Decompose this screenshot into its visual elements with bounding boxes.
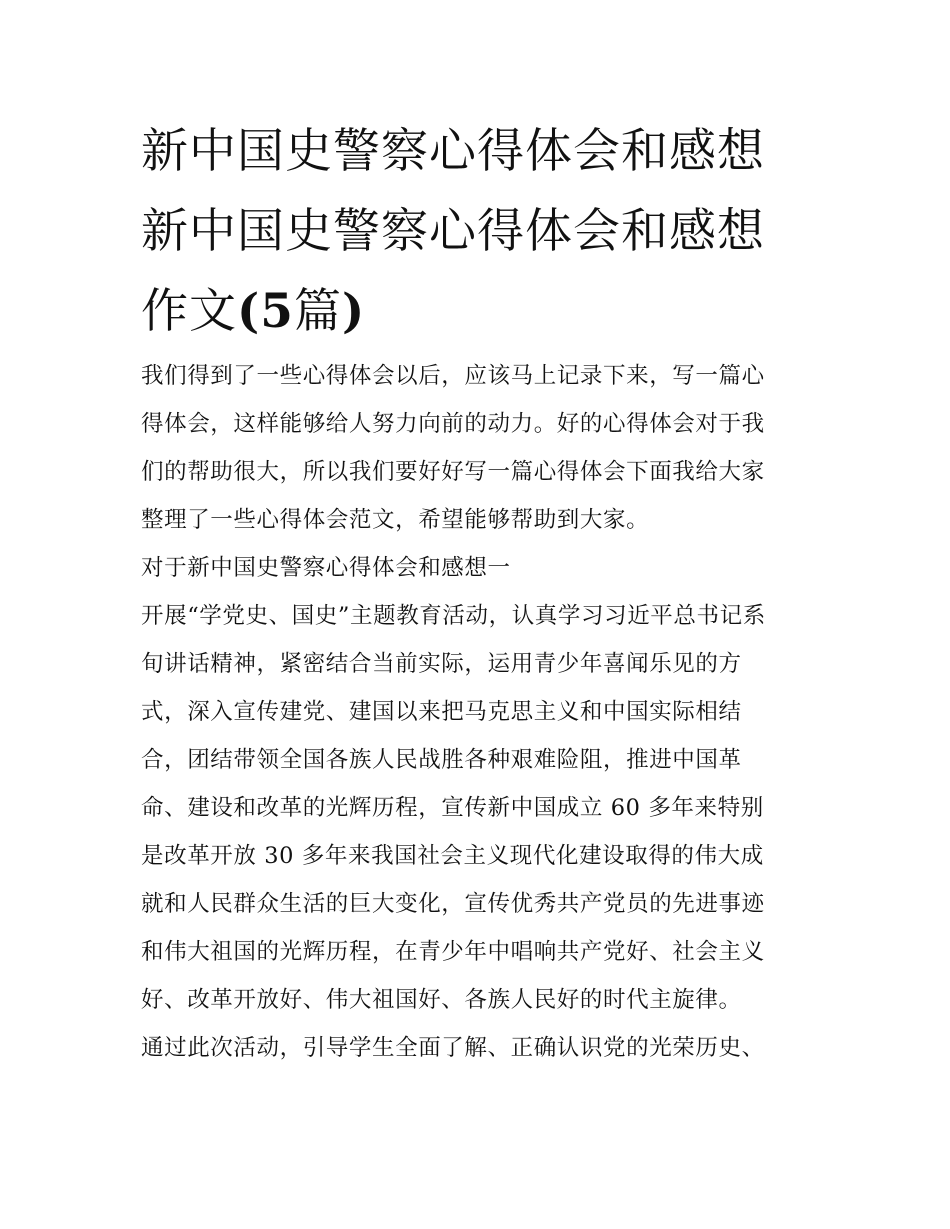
title-line-3-prefix: 作文 (141, 284, 237, 339)
title-line-3 (141, 272, 816, 352)
intro-line: 得体会，这样能够给人努力向前的动力。好的心得体会对于我 (141, 411, 765, 437)
section-heading: 对于新中国史警察心得体会和感想一 (141, 555, 511, 581)
intro-paragraph (141, 352, 816, 544)
body-line: 命、建设和改革的光辉历程，宣传新中国成立 60 多年来特别 (141, 795, 764, 821)
body-line: 和伟大祖国的光辉历程，在青少年中唱响共产党好、社会主义 (141, 939, 765, 965)
document-content (141, 112, 816, 1072)
body-line: 是改革开放 30 多年来我国社会主义现代化建设取得的伟大成 (141, 843, 764, 869)
body-line: 合，团结带领全国各族人民战胜各种艰难险阻，推进中国革 (141, 747, 742, 773)
title-line-1: 新中国史警察心得体会和感想 (141, 124, 765, 179)
document-title (141, 112, 816, 352)
body-line: 式，深入宣传建党、建国以来把马克思主义和中国实际相结 (141, 699, 742, 725)
body-line: 通过此次活动，引导学生全面了解、正确认识党的光荣历史、 (141, 1035, 765, 1061)
intro-line: 我们得到了一些心得体会以后，应该马上记录下来，写一篇心 (141, 363, 765, 389)
body-line: 就和人民群众生活的巨大变化，宣传优秀共产党员的先进事迹 (141, 891, 765, 917)
intro-line: 们的帮助很大，所以我们要好好写一篇心得体会下面我给大家 (141, 459, 765, 485)
title-line-2: 新中国史警察心得体会和感想 (141, 204, 765, 259)
body-line: 好、改革开放好、伟大祖国好、各族人民好的时代主旋律。 (141, 987, 742, 1013)
body-paragraph (141, 592, 816, 1072)
body-line: 旬讲话精神，紧密结合当前实际，运用青少年喜闻乐见的方 (141, 651, 742, 677)
title-line-3-unit: 篇 (293, 284, 342, 339)
body-line: 开展“学党史、国史”主题教育活动，认真学习习近平总书记系 (141, 603, 766, 629)
title-line-3-close: ) (341, 284, 366, 339)
title-line-3-count: (5 (237, 284, 294, 339)
intro-line: 整理了一些心得体会范文，希望能够帮助到大家。 (141, 507, 650, 533)
